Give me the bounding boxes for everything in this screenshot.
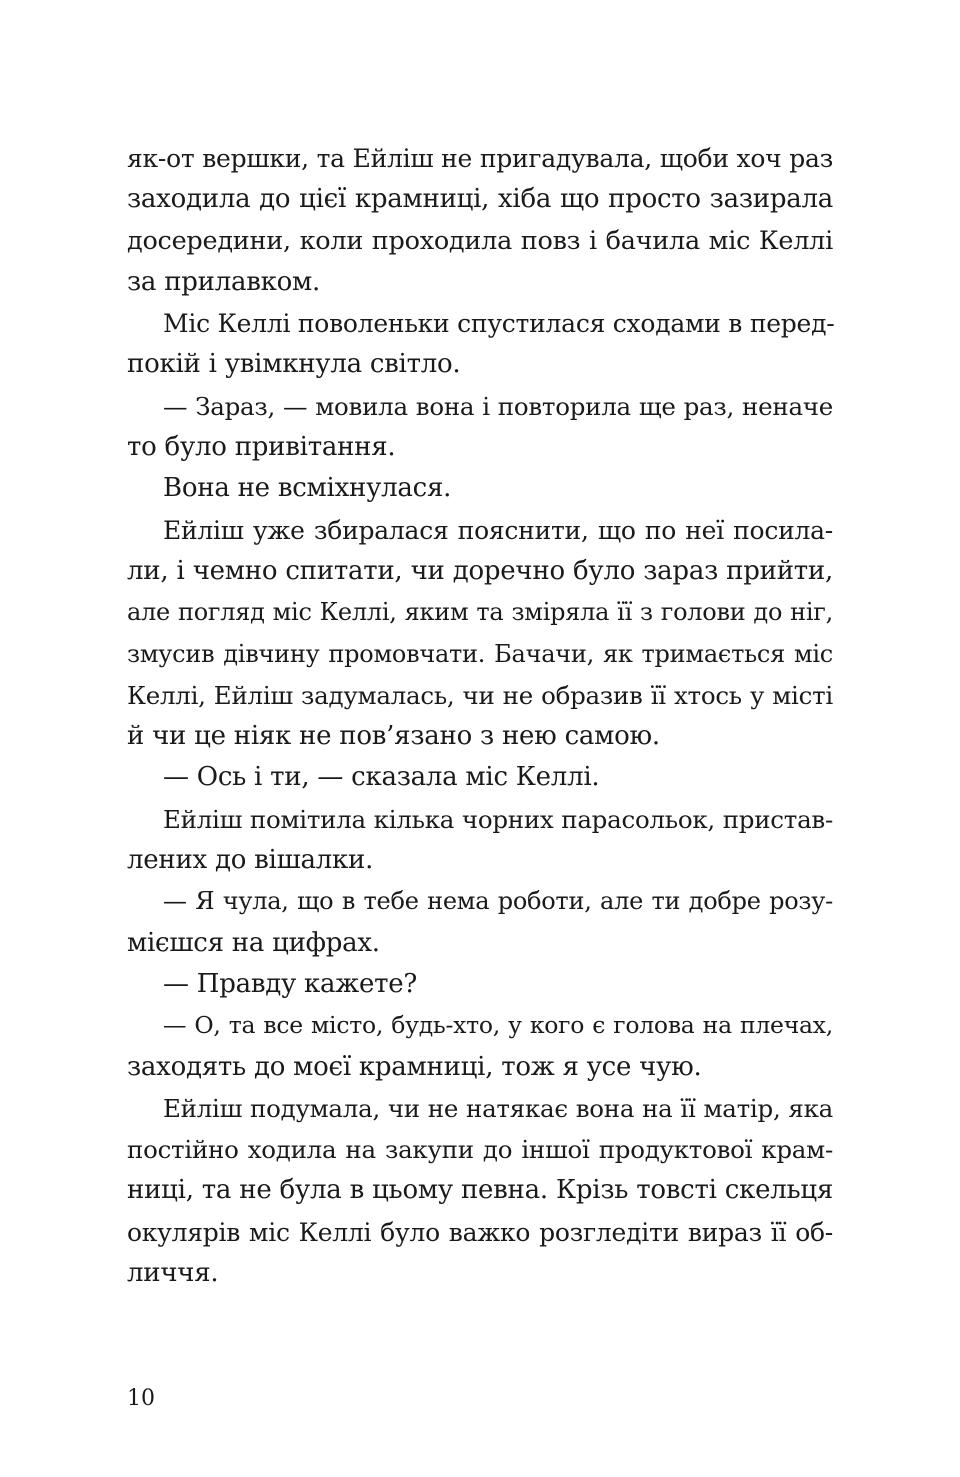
- text-line: Міс Келлі поволеньки спустилася сходами в перед-: [163, 309, 835, 339]
- text-line: окулярів міс Келлі було важко розгледіти вираз її об-: [127, 1217, 833, 1247]
- text-line: — Ось і ти, — сказала міс Келлі.: [163, 762, 600, 793]
- text-line: заходила до цієї крамниці, хіба що просто зазирала: [127, 184, 833, 215]
- text-line: мієшся на цифрах.: [127, 927, 380, 958]
- text-line: Келлі, Ейліш задумалась, чи не образив її хтось у місті: [127, 680, 833, 710]
- text-line: Вона не всміхнулася.: [163, 473, 452, 504]
- text-line: постійно ходила на закупи до іншої продуктової крам-: [127, 1135, 833, 1165]
- text-line: як-от вершки, та Ейліш не пригадувала, щоби хоч раз: [127, 144, 833, 173]
- text-line: Ейліш подумала, чи не натякає вона на її матір, яка: [163, 1093, 833, 1123]
- text-line: ли, і чемно спитати, чи доречно було зараз прийти,: [127, 555, 833, 586]
- page-number: 10: [127, 1386, 155, 1411]
- text-line: личчя.: [127, 1258, 219, 1289]
- text-line: досередини, коли проходила повз і бачила міс Келлі: [127, 225, 833, 256]
- text-line: покій і увімкнула світло.: [127, 349, 461, 380]
- text-line: — Зараз, — мовила вона і повторила ще раз, неначе: [163, 391, 833, 421]
- text-line: але погляд міс Келлі, яким та зміряла її з голови до ніг,: [127, 598, 833, 627]
- text-line: то було привітання.: [127, 432, 396, 463]
- text-line: за прилавком.: [127, 266, 321, 297]
- text-line: — Я чула, що в тебе нема роботи, але ти добре розу-: [163, 887, 833, 916]
- text-line: заходять до моєї крамниці, тож я усе чую.: [127, 1051, 702, 1082]
- body-text: [127, 138, 833, 1294]
- text-line: й чи це ніяк не пов’язано з нею самою.: [127, 721, 660, 752]
- text-line: — О, та все місто, будь-хто, у кого є голова на плечах,: [163, 1011, 833, 1040]
- text-line: змусив дівчину промовчати. Бачачи, як тримається міс: [127, 639, 833, 668]
- text-line: Ейліш помітила кілька чорних парасольок, пристав-: [163, 804, 833, 834]
- text-line: Ейліш уже збиралася пояснити, що по неї посила-: [163, 515, 833, 545]
- text-line: ниці, та не була в цьому певна. Крізь товсті скельця: [127, 1175, 833, 1206]
- text-line: лених до вішалки.: [127, 845, 374, 876]
- text-line: — Правду кажете?: [163, 968, 418, 999]
